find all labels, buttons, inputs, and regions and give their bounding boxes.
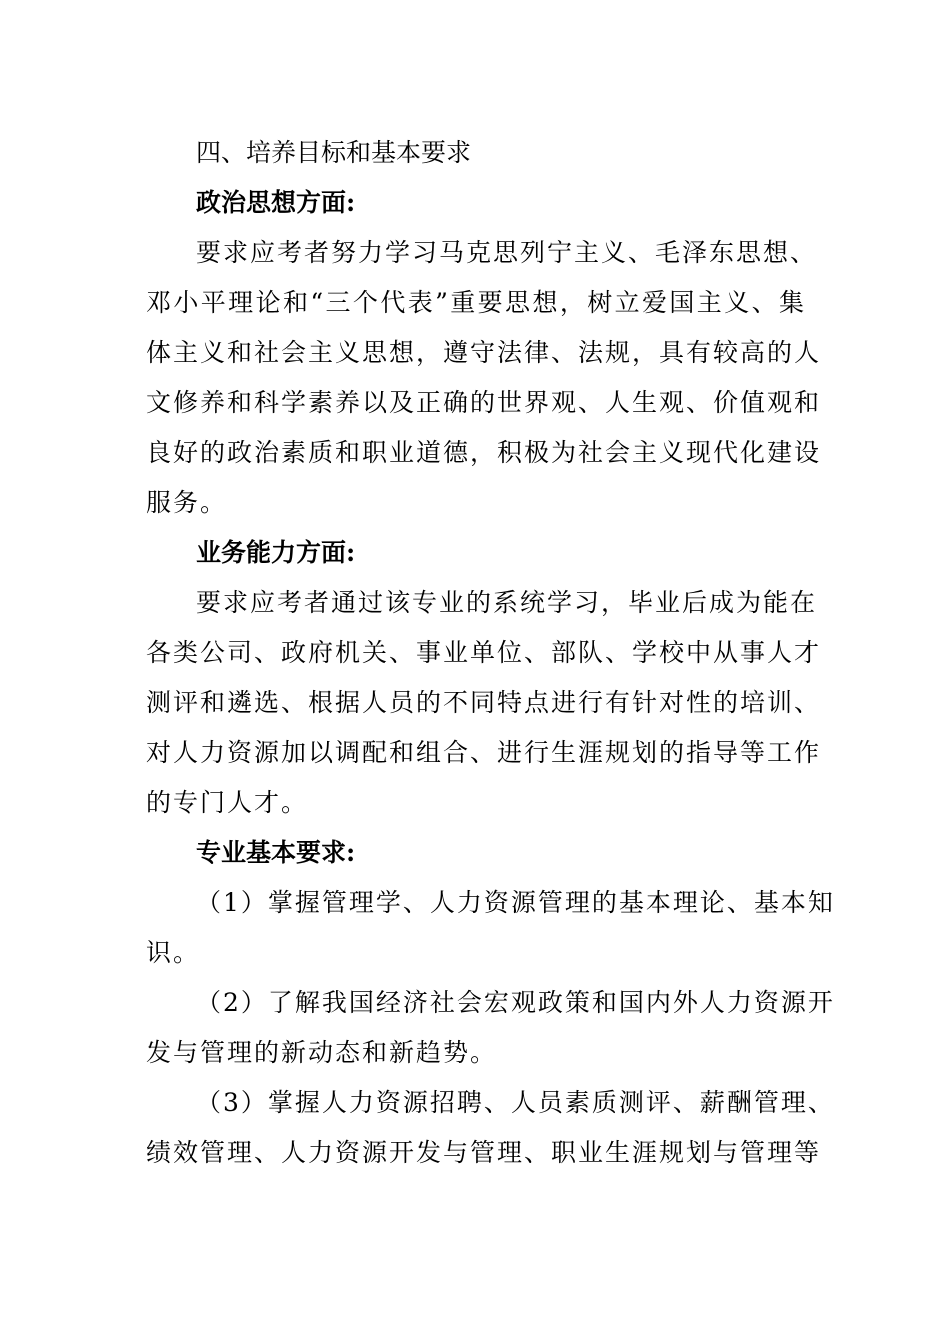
professional-item-1 — [146, 878, 835, 978]
professional-heading: 专业基本要求: — [196, 838, 356, 867]
paragraph-line: 发与管理的新动态和新趋势。 — [146, 1038, 498, 1067]
paragraph-line: 良好的政治素质和职业道德，积极为社会主义现代化建设 — [146, 438, 822, 467]
paragraph-line: 体主义和社会主义思想，遵守法律、法规，具有较高的人 — [146, 338, 822, 367]
political-heading: 政治思想方面: — [196, 188, 356, 217]
paragraph-line: （3）掌握人力资源招聘、人员素质测评、薪酬管理、 — [196, 1088, 835, 1117]
paragraph-line: 服务。 — [146, 488, 228, 517]
paragraph-line: （1）掌握管理学、人力资源管理的基本理论、基本知 — [196, 888, 835, 917]
professional-item-2 — [146, 978, 835, 1078]
political-paragraph — [146, 228, 822, 528]
paragraph-line: 邓小平理论和“三个代表”重要思想，树立爱国主义、集 — [146, 288, 806, 317]
paragraph-line: （2）了解我国经济社会宏观政策和国内外人力资源开 — [196, 988, 835, 1017]
paragraph-line: 要求应考者通过该专业的系统学习，毕业后成为能在 — [196, 588, 818, 617]
paragraph-line: 要求应考者努力学习马克思列宁主义、毛泽东思想、 — [196, 238, 818, 267]
section-heading: 四、培养目标和基本要求 — [196, 138, 472, 167]
paragraph-line: 对人力资源加以调配和组合、进行生涯规划的指导等工作 — [146, 738, 822, 767]
business-heading: 业务能力方面: — [196, 538, 356, 567]
paragraph-line: 测评和遴选、根据人员的不同特点进行有针对性的培训、 — [146, 688, 822, 717]
paragraph-line: 文修养和科学素养以及正确的世界观、人生观、价值观和 — [146, 388, 822, 417]
professional-item-3 — [146, 1078, 835, 1178]
paragraph-line: 识。 — [146, 938, 201, 967]
paragraph-line: 绩效管理、人力资源开发与管理、职业生涯规划与管理等 — [146, 1138, 822, 1167]
business-paragraph — [146, 578, 822, 828]
paragraph-line: 各类公司、政府机关、事业单位、部队、学校中从事人才 — [146, 638, 822, 667]
paragraph-line: 的专门人才。 — [146, 788, 309, 817]
document-page — [146, 128, 835, 1178]
